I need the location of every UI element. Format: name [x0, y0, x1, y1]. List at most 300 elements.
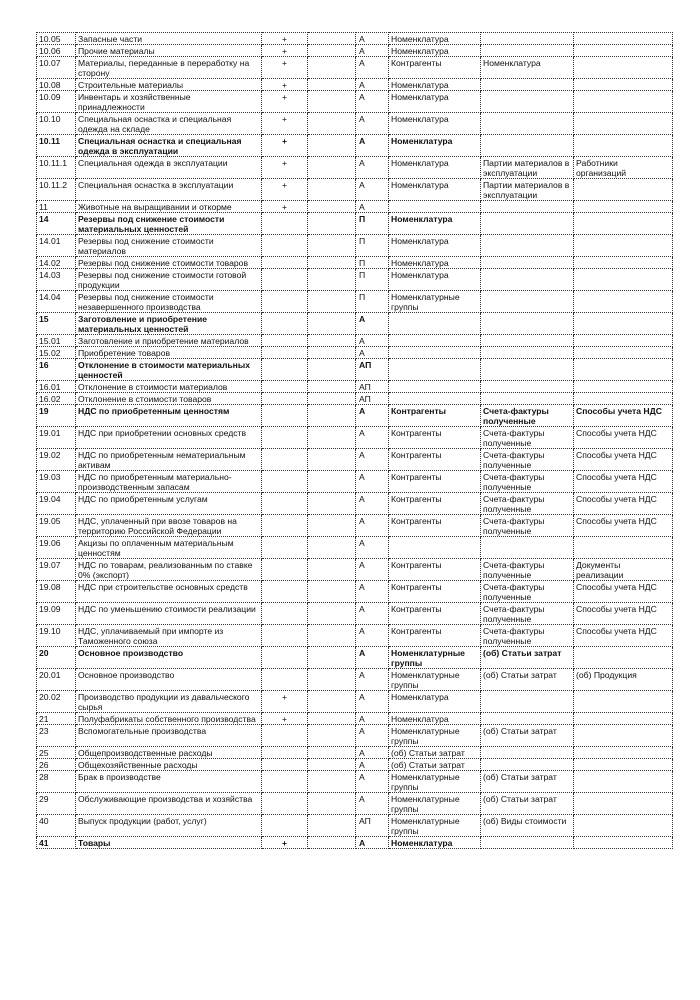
account-code: 15.01 [37, 335, 76, 347]
subconto-1: Номенклатура [389, 713, 481, 725]
account-name: Вспомогательные производства [76, 725, 262, 747]
account-code: 25 [37, 747, 76, 759]
account-name: Отклонение в стоимости товаров [76, 393, 262, 405]
subconto-3: Способы учета НДС [574, 427, 673, 449]
table-row [37, 427, 673, 449]
subconto-1: Номенклатурные группы [389, 291, 481, 313]
subconto-1: Номенклатура [389, 257, 481, 269]
account-code: 10.11 [37, 135, 76, 157]
subconto-1: Номенклатура [389, 45, 481, 57]
table-row [37, 257, 673, 269]
account-code: 14.03 [37, 269, 76, 291]
subconto-2 [481, 291, 574, 313]
account-type: А [356, 135, 389, 157]
subconto-1: Контрагенты [389, 559, 481, 581]
quantity-flag [262, 793, 308, 815]
subconto-1: Контрагенты [389, 493, 481, 515]
subconto-1: Номенклатурные группы [389, 793, 481, 815]
account-code: 19.05 [37, 515, 76, 537]
table-row [37, 713, 673, 725]
currency-flag [308, 449, 356, 471]
subconto-3: Способы учета НДС [574, 405, 673, 427]
subconto-3 [574, 33, 673, 45]
subconto-3 [574, 725, 673, 747]
currency-flag [308, 625, 356, 647]
account-name: Резервы под снижение стоимости товаров [76, 257, 262, 269]
account-name: Общехозяйственные расходы [76, 759, 262, 771]
subconto-3 [574, 771, 673, 793]
currency-flag [308, 79, 356, 91]
account-type: П [356, 291, 389, 313]
account-code: 19.01 [37, 427, 76, 449]
subconto-3 [574, 647, 673, 669]
quantity-flag: + [262, 45, 308, 57]
account-code: 20.01 [37, 669, 76, 691]
currency-flag [308, 291, 356, 313]
subconto-2 [481, 269, 574, 291]
subconto-3: Способы учета НДС [574, 515, 673, 537]
quantity-flag [262, 335, 308, 347]
table-row [37, 269, 673, 291]
subconto-1: Контрагенты [389, 581, 481, 603]
table-row [37, 201, 673, 213]
subconto-2 [481, 201, 574, 213]
subconto-2: (об) Статьи затрат [481, 793, 574, 815]
subconto-1: Номенклатурные группы [389, 771, 481, 793]
table-row [37, 291, 673, 313]
table-row [37, 313, 673, 335]
table-row [37, 815, 673, 837]
account-code: 15.02 [37, 347, 76, 359]
account-code: 19 [37, 405, 76, 427]
subconto-2 [481, 759, 574, 771]
table-row [37, 603, 673, 625]
quantity-flag: + [262, 113, 308, 135]
currency-flag [308, 725, 356, 747]
table-row [37, 515, 673, 537]
currency-flag [308, 713, 356, 725]
table-row [37, 669, 673, 691]
account-code: 14.02 [37, 257, 76, 269]
account-type: А [356, 603, 389, 625]
account-name: Брак в производстве [76, 771, 262, 793]
account-type: А [356, 405, 389, 427]
quantity-flag: + [262, 91, 308, 113]
subconto-1 [389, 335, 481, 347]
subconto-3 [574, 393, 673, 405]
account-name: Заготовление и приобретение материалов [76, 335, 262, 347]
account-code: 19.04 [37, 493, 76, 515]
currency-flag [308, 235, 356, 257]
subconto-2: Счета-фактуры полученные [481, 581, 574, 603]
account-name: Отклонение в стоимости материальных ценностей [76, 359, 262, 381]
account-name: НДС, уплаченный при ввозе товаров на территорию Российской Федерации [76, 515, 262, 537]
account-type: А [356, 669, 389, 691]
subconto-3 [574, 269, 673, 291]
subconto-2: Партии материалов в эксплуатации [481, 179, 574, 201]
subconto-3 [574, 135, 673, 157]
subconto-1: Номенклатура [389, 235, 481, 257]
subconto-2: (об) Статьи затрат [481, 647, 574, 669]
subconto-3 [574, 313, 673, 335]
quantity-flag: + [262, 837, 308, 849]
currency-flag [308, 157, 356, 179]
quantity-flag [262, 257, 308, 269]
account-type: А [356, 581, 389, 603]
subconto-2 [481, 257, 574, 269]
account-type: АП [356, 381, 389, 393]
account-type: П [356, 269, 389, 291]
account-code: 14.01 [37, 235, 76, 257]
currency-flag [308, 335, 356, 347]
table-row [37, 113, 673, 135]
subconto-1 [389, 537, 481, 559]
account-type: А [356, 347, 389, 359]
subconto-2: (об) Статьи затрат [481, 771, 574, 793]
account-code: 16 [37, 359, 76, 381]
account-type: А [356, 91, 389, 113]
currency-flag [308, 647, 356, 669]
account-type: А [356, 725, 389, 747]
account-name: Специальная одежда в эксплуатации [76, 157, 262, 179]
account-name: Животные на выращивании и откорме [76, 201, 262, 213]
subconto-3 [574, 537, 673, 559]
table-row [37, 559, 673, 581]
currency-flag [308, 747, 356, 759]
account-type: А [356, 559, 389, 581]
subconto-1 [389, 381, 481, 393]
account-name: Резервы под снижение стоимости материальных ценностей [76, 213, 262, 235]
account-code: 10.10 [37, 113, 76, 135]
quantity-flag [262, 537, 308, 559]
subconto-2 [481, 33, 574, 45]
subconto-3 [574, 359, 673, 381]
account-code: 14.04 [37, 291, 76, 313]
currency-flag [308, 33, 356, 45]
account-code: 23 [37, 725, 76, 747]
currency-flag [308, 201, 356, 213]
currency-flag [308, 669, 356, 691]
subconto-3 [574, 113, 673, 135]
account-type: А [356, 647, 389, 669]
account-code: 15 [37, 313, 76, 335]
subconto-1: Контрагенты [389, 405, 481, 427]
account-code: 29 [37, 793, 76, 815]
account-type: А [356, 313, 389, 335]
quantity-flag: + [262, 157, 308, 179]
account-code: 19.03 [37, 471, 76, 493]
account-name: Акцизы по оплаченным материальным ценностям [76, 537, 262, 559]
subconto-1: Номенклатура [389, 213, 481, 235]
account-name: НДС по товарам, реализованным по ставке 0% (экспорт) [76, 559, 262, 581]
subconto-2 [481, 713, 574, 725]
account-name: Специальная оснастка в эксплуатации [76, 179, 262, 201]
quantity-flag [262, 747, 308, 759]
subconto-3 [574, 91, 673, 113]
quantity-flag: + [262, 179, 308, 201]
currency-flag [308, 113, 356, 135]
account-name: Общепроизводственные расходы [76, 747, 262, 759]
table-row [37, 793, 673, 815]
table-row [37, 57, 673, 79]
table-row [37, 625, 673, 647]
quantity-flag [262, 313, 308, 335]
subconto-2 [481, 91, 574, 113]
currency-flag [308, 91, 356, 113]
account-type: П [356, 235, 389, 257]
quantity-flag [262, 759, 308, 771]
account-name: Инвентарь и хозяйственные принадлежности [76, 91, 262, 113]
account-name: Обслуживающие производства и хозяйства [76, 793, 262, 815]
subconto-2 [481, 747, 574, 759]
quantity-flag [262, 291, 308, 313]
account-type: А [356, 759, 389, 771]
currency-flag [308, 393, 356, 405]
account-code: 21 [37, 713, 76, 725]
subconto-3 [574, 213, 673, 235]
quantity-flag [262, 493, 308, 515]
currency-flag [308, 427, 356, 449]
subconto-2: Счета-фактуры полученные [481, 471, 574, 493]
quantity-flag [262, 235, 308, 257]
account-code: 19.06 [37, 537, 76, 559]
subconto-3: Способы учета НДС [574, 493, 673, 515]
account-code: 10.08 [37, 79, 76, 91]
subconto-3 [574, 347, 673, 359]
currency-flag [308, 759, 356, 771]
subconto-3 [574, 837, 673, 849]
quantity-flag [262, 647, 308, 669]
currency-flag [308, 559, 356, 581]
account-name: Запасные части [76, 33, 262, 45]
table-row [37, 91, 673, 113]
subconto-2 [481, 347, 574, 359]
account-name: Заготовление и приобретение материальных ценностей [76, 313, 262, 335]
subconto-2 [481, 359, 574, 381]
account-name: Материалы, переданные в переработку на сторону [76, 57, 262, 79]
subconto-1: Контрагенты [389, 427, 481, 449]
currency-flag [308, 771, 356, 793]
account-type: А [356, 449, 389, 471]
table-row [37, 213, 673, 235]
account-type: АП [356, 815, 389, 837]
quantity-flag [262, 625, 308, 647]
subconto-3 [574, 759, 673, 771]
currency-flag [308, 537, 356, 559]
subconto-2 [481, 45, 574, 57]
account-type: А [356, 45, 389, 57]
subconto-2: Счета-фактуры полученные [481, 449, 574, 471]
account-name: Резервы под снижение стоимости готовой продукции [76, 269, 262, 291]
subconto-2 [481, 691, 574, 713]
subconto-1 [389, 393, 481, 405]
account-name: Прочие материалы [76, 45, 262, 57]
accounts-table [36, 32, 673, 849]
account-name: НДС, уплачиваемый при импорте из Таможенного союза [76, 625, 262, 647]
subconto-1 [389, 359, 481, 381]
subconto-1: Контрагенты [389, 515, 481, 537]
account-code: 19.10 [37, 625, 76, 647]
subconto-1: Номенклатурные группы [389, 815, 481, 837]
account-type: А [356, 179, 389, 201]
quantity-flag [262, 381, 308, 393]
currency-flag [308, 359, 356, 381]
quantity-flag: + [262, 79, 308, 91]
table-row [37, 449, 673, 471]
table-row [37, 359, 673, 381]
table-row [37, 381, 673, 393]
account-code: 16.01 [37, 381, 76, 393]
subconto-1: Номенклатурные группы [389, 725, 481, 747]
account-code: 19.07 [37, 559, 76, 581]
subconto-2: Счета-фактуры полученные [481, 603, 574, 625]
subconto-3 [574, 45, 673, 57]
currency-flag [308, 57, 356, 79]
subconto-3: Способы учета НДС [574, 625, 673, 647]
currency-flag [308, 515, 356, 537]
subconto-2 [481, 135, 574, 157]
subconto-2 [481, 213, 574, 235]
account-type: А [356, 771, 389, 793]
subconto-1: Номенклатура [389, 179, 481, 201]
account-code: 14 [37, 213, 76, 235]
subconto-2: (об) Статьи затрат [481, 725, 574, 747]
subconto-2: Счета-фактуры полученные [481, 427, 574, 449]
currency-flag [308, 493, 356, 515]
table-row [37, 759, 673, 771]
account-type: АП [356, 393, 389, 405]
account-name: Основное производство [76, 647, 262, 669]
subconto-3: Способы учета НДС [574, 449, 673, 471]
subconto-1: Контрагенты [389, 625, 481, 647]
quantity-flag: + [262, 691, 308, 713]
subconto-2 [481, 113, 574, 135]
table-row [37, 493, 673, 515]
subconto-2: Счета-фактуры полученные [481, 625, 574, 647]
quantity-flag [262, 393, 308, 405]
account-name: НДС при строительстве основных средств [76, 581, 262, 603]
subconto-3: Способы учета НДС [574, 471, 673, 493]
account-name: Строительные материалы [76, 79, 262, 91]
quantity-flag [262, 449, 308, 471]
table-row [37, 647, 673, 669]
account-type: А [356, 515, 389, 537]
subconto-1: Контрагенты [389, 449, 481, 471]
account-type: А [356, 471, 389, 493]
chart-of-accounts-sheet [36, 32, 672, 849]
subconto-2 [481, 393, 574, 405]
currency-flag [308, 815, 356, 837]
subconto-3: Способы учета НДС [574, 581, 673, 603]
subconto-2: (об) Статьи затрат [481, 669, 574, 691]
subconto-2 [481, 381, 574, 393]
subconto-3 [574, 57, 673, 79]
currency-flag [308, 837, 356, 849]
subconto-3: Документы реализации [574, 559, 673, 581]
account-code: 19.08 [37, 581, 76, 603]
currency-flag [308, 135, 356, 157]
quantity-flag [262, 471, 308, 493]
subconto-3: (об) Продукция [574, 669, 673, 691]
table-row [37, 771, 673, 793]
account-name: Специальная оснастка и специальная одежда на складе [76, 113, 262, 135]
currency-flag [308, 603, 356, 625]
subconto-3 [574, 691, 673, 713]
table-row [37, 347, 673, 359]
account-type: П [356, 213, 389, 235]
table-row [37, 537, 673, 559]
account-name: НДС при приобретении основных средств [76, 427, 262, 449]
subconto-2 [481, 235, 574, 257]
subconto-1: Номенклатура [389, 79, 481, 91]
table-row [37, 725, 673, 747]
account-code: 10.11.1 [37, 157, 76, 179]
quantity-flag: + [262, 713, 308, 725]
subconto-3 [574, 713, 673, 725]
currency-flag [308, 213, 356, 235]
account-code: 19.09 [37, 603, 76, 625]
currency-flag [308, 381, 356, 393]
account-type: А [356, 335, 389, 347]
table-row [37, 471, 673, 493]
table-row [37, 179, 673, 201]
account-code: 10.05 [37, 33, 76, 45]
subconto-3 [574, 235, 673, 257]
table-row [37, 581, 673, 603]
subconto-2: Счета-фактуры полученные [481, 405, 574, 427]
quantity-flag [262, 213, 308, 235]
subconto-3 [574, 79, 673, 91]
subconto-3 [574, 179, 673, 201]
quantity-flag [262, 669, 308, 691]
subconto-2: Партии материалов в эксплуатации [481, 157, 574, 179]
table-row [37, 335, 673, 347]
subconto-3 [574, 291, 673, 313]
table-row [37, 33, 673, 45]
subconto-2: (об) Виды стоимости [481, 815, 574, 837]
quantity-flag [262, 559, 308, 581]
account-type: А [356, 793, 389, 815]
subconto-1: Контрагенты [389, 57, 481, 79]
account-name: Товары [76, 837, 262, 849]
account-type: А [356, 33, 389, 45]
quantity-flag: + [262, 201, 308, 213]
account-code: 28 [37, 771, 76, 793]
subconto-1: Номенклатура [389, 269, 481, 291]
subconto-1: Номенклатура [389, 157, 481, 179]
currency-flag [308, 471, 356, 493]
account-code: 26 [37, 759, 76, 771]
currency-flag [308, 793, 356, 815]
subconto-3 [574, 793, 673, 815]
quantity-flag: + [262, 135, 308, 157]
account-type: А [356, 57, 389, 79]
account-type: А [356, 625, 389, 647]
account-code: 10.07 [37, 57, 76, 79]
currency-flag [308, 269, 356, 291]
subconto-1: Контрагенты [389, 471, 481, 493]
quantity-flag [262, 347, 308, 359]
subconto-1: Контрагенты [389, 603, 481, 625]
account-name: Приобретение товаров [76, 347, 262, 359]
account-name: НДС по приобретенным ценностям [76, 405, 262, 427]
subconto-1: Номенклатура [389, 91, 481, 113]
subconto-1: Номенклатура [389, 135, 481, 157]
subconto-3 [574, 201, 673, 213]
quantity-flag: + [262, 33, 308, 45]
account-code: 20.02 [37, 691, 76, 713]
table-row [37, 405, 673, 427]
